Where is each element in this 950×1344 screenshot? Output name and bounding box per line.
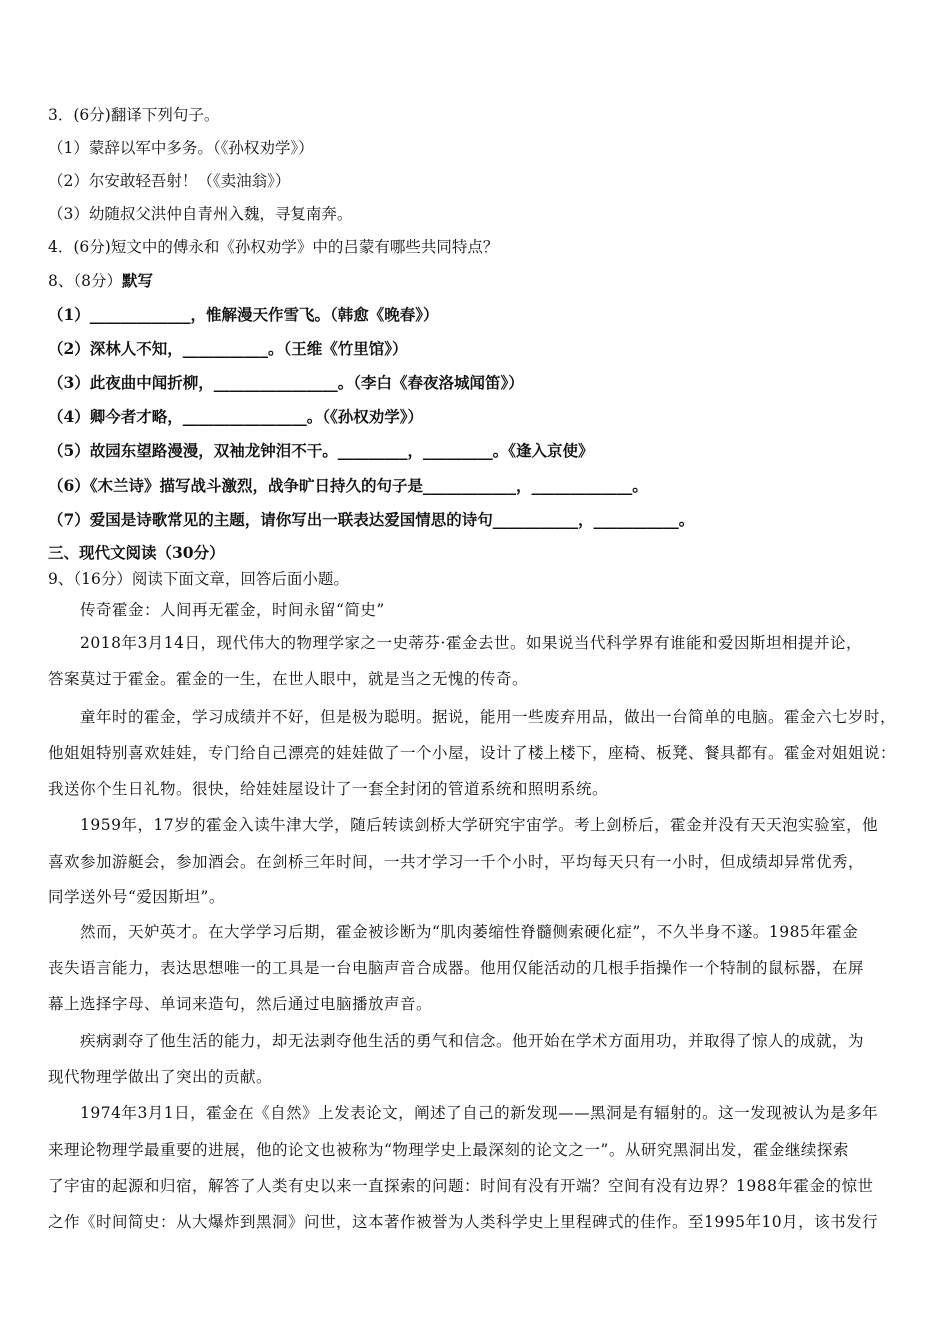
q3-item-3: （3）幼随叔父洪仲自青州入魏，寻复南奔。: [48, 205, 353, 223]
article-line: 疾病剥夺了他生活的能力，却无法剥夺他生活的勇气和信念。他开始在学术方面用功，并取得了惊人的成就，为: [80, 1032, 865, 1050]
article-line: 丧失语言能力，表达思想唯一的工具是一台电脑声音合成器。他用仅能活动的几根手指操作一个特制的鼠标器，在屏: [48, 959, 865, 977]
article-line: 现代物理学做出了突出的贡献。: [48, 1068, 273, 1086]
q8-heading: [48, 271, 153, 291]
q8-item-2: （2）深林人不知，___________。（王维《竹里馆》）: [48, 339, 408, 358]
article-line: 幕上选择字母、单词来造句，然后通过电脑播放声音。: [48, 995, 433, 1013]
q8-item-4: （4）卿今者才略，________________。（《孙权劝学》）: [48, 407, 424, 426]
q8-item-3: （3）此夜曲中闻折柳，________________。（李白《春夜洛城闻笛》）: [48, 373, 524, 392]
article-line: 2018年3月14日，现代伟大的物理学家之一史蒂芬·霍金去世。如果说当代科学界有谁能和爱因斯坦相提并论，: [80, 634, 862, 652]
article-line: 之作《时间简史：从大爆炸到黑洞》问世，这本著作被誉为人类科学史上里程碑式的佳作。至1995年10月，该书发行: [48, 1213, 879, 1231]
article-line: 童年时的霍金，学习成绩并不好，但是极为聪明。据说，能用一些废弃用品，做出一台简单的电脑。霍金六七岁时，: [80, 708, 897, 726]
article-line: 1959年，17岁的霍金入读牛津大学，随后转读剑桥大学研究宇宙学。考上剑桥后，霍金并没有天天泡实验室，他: [80, 816, 879, 834]
q8-item-1: （1）_____________，惟解漫天作雪飞。（韩愈《晚春》）: [48, 305, 439, 324]
article-line: 同学送外号“爱因斯坦”。: [48, 888, 225, 906]
q8-item-6: （6）《木兰诗》描写战斗激烈，战争旷日持久的句子是____________，_____________。: [48, 476, 648, 495]
article-line: 我送你个生日礼物。很快，给娃娃屋设计了一套全封闭的管道系统和照明系统。: [48, 780, 609, 798]
article-line: 他姐姐特别喜欢娃娃，专门给自己漂亮的娃娃做了一个小屋，设计了楼上楼下，座椅、板凳、餐具都有。霍金对姐姐说：: [48, 744, 897, 762]
article-line: 1974年3月1日，霍金在《自然》上发表论文，阐述了自己的新发现——黑洞是有辐射的。这一发现被认为是多年: [80, 1104, 879, 1122]
q3-item-2: （2）尔安敢轻吾射！（《卖油翁》）: [48, 172, 291, 190]
article-line: 了宇宙的起源和归宿，解答了人类有史以来一直探索的问题：时间有没有开端？空间有没有边界？1988年霍金的惊世: [48, 1177, 874, 1195]
article-line: 来理论物理学最重要的进展，他的论文也被称为“物理学史上最深刻的论文之一”。从研究黑洞出发，霍金继续探索: [48, 1141, 849, 1159]
q4-question: 4．(6分)短文中的傅永和《孙权劝学》中的吕蒙有哪些共同特点？: [48, 238, 499, 256]
article-line: 喜欢参加游艇会，参加酒会。在剑桥三年时间，一共才学习一千个小时，平均每天只有一小时，但成绩却异常优秀，: [48, 853, 865, 871]
q9-heading: 9、（16分）阅读下面文章，回答后面小题。: [48, 570, 349, 588]
q8-heading-title: 默写: [121, 271, 153, 290]
q3-heading: 3．(6分)翻译下列句子。: [48, 106, 220, 124]
q8-heading-number: 8、（8分）: [48, 272, 122, 290]
section-title: 三、现代文阅读（30分）: [48, 543, 225, 562]
article-title: 传奇霍金：人间再无霍金，时间永留“简史”: [80, 601, 385, 619]
article-line: 答案莫过于霍金。霍金的一生，在世人眼中，就是当之无愧的传奇。: [48, 670, 529, 688]
article-line: 然而，天妒英才。在大学学习后期，霍金被诊断为“肌肉萎缩性脊髓侧索硬化症”，不久半身不遂。1985年霍金: [80, 923, 859, 941]
q8-item-5: （5）故园东望路漫漫，双袖龙钟泪不干。_________，_________。《逢入京使》: [48, 441, 594, 460]
q3-item-1: （1）蒙辞以军中多务。（《孙权劝学》）: [48, 139, 314, 157]
q8-item-7: （7）爱国是诗歌常见的主题，请你写出一联表达爱国情思的诗句___________，___________。: [48, 510, 695, 529]
